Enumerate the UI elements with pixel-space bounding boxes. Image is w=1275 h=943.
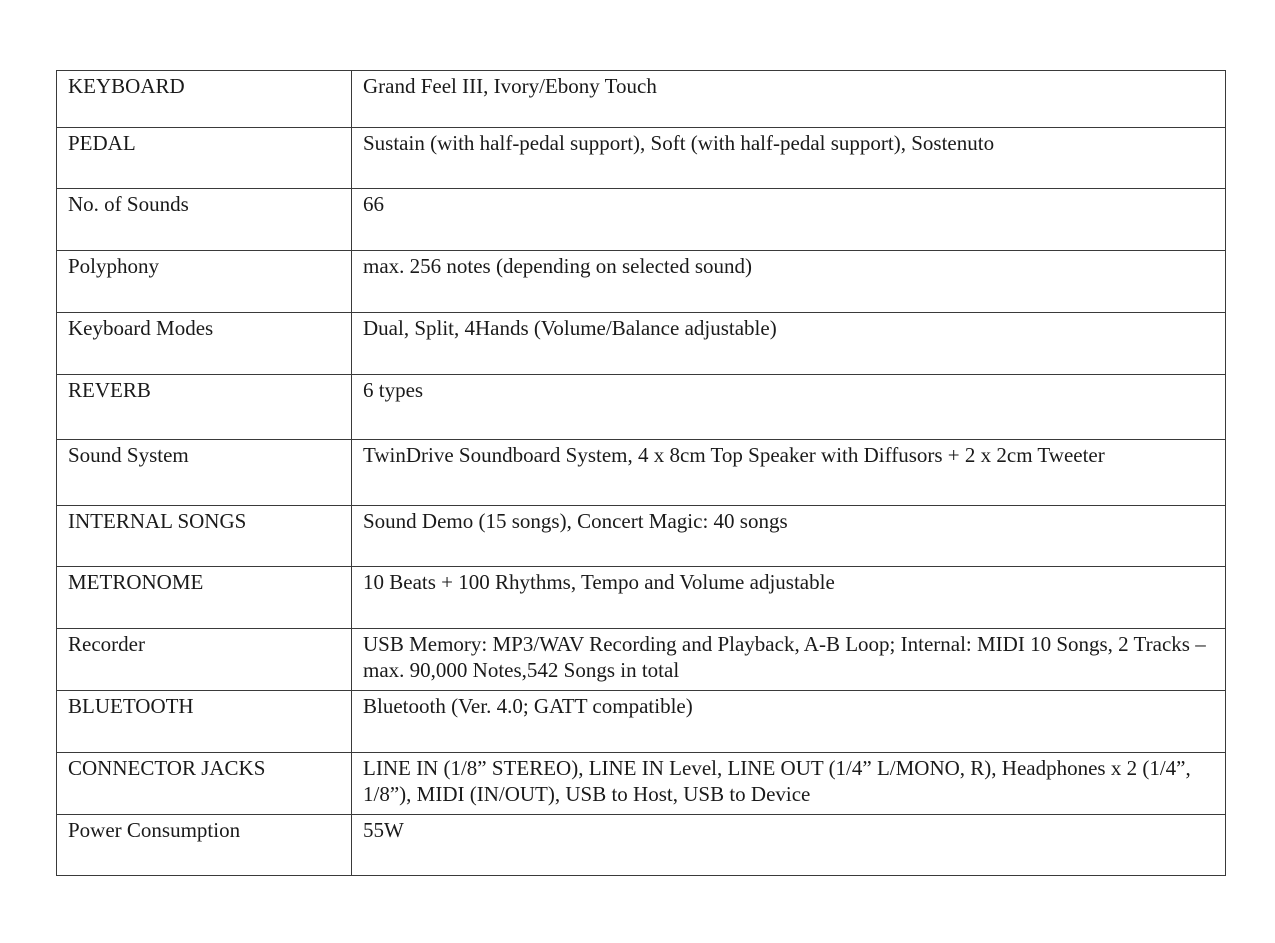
table-row xyxy=(57,440,1226,506)
spec-value: Grand Feel III, Ivory/Ebony Touch xyxy=(352,71,1226,128)
spec-value: TwinDrive Soundboard System, 4 x 8cm Top Speaker with Diffusors + 2 x 2cm Tweeter xyxy=(352,440,1226,506)
table-row xyxy=(57,691,1226,753)
spec-value: 10 Beats + 100 Rhythms, Tempo and Volume adjustable xyxy=(352,567,1226,629)
spec-value: Sound Demo (15 songs), Concert Magic: 40 songs xyxy=(352,506,1226,567)
spec-value: max. 256 notes (depending on selected sound) xyxy=(352,251,1226,313)
spec-table-body xyxy=(57,71,1226,876)
spec-label: Keyboard Modes xyxy=(57,313,352,375)
spec-value: 6 types xyxy=(352,375,1226,440)
spec-label: CONNECTOR JACKS xyxy=(57,753,352,815)
spec-value: Dual, Split, 4Hands (Volume/Balance adjustable) xyxy=(352,313,1226,375)
spec-label: REVERB xyxy=(57,375,352,440)
table-row xyxy=(57,128,1226,189)
spec-value: USB Memory: MP3/WAV Recording and Playback, A-B Loop; Internal: MIDI 10 Songs, 2 Tracks – max. 90,000 Notes,542 Songs in total xyxy=(352,629,1226,691)
table-row xyxy=(57,189,1226,251)
spec-label: Power Consumption xyxy=(57,815,352,876)
spec-label: INTERNAL SONGS xyxy=(57,506,352,567)
table-row xyxy=(57,313,1226,375)
spec-table xyxy=(56,70,1226,876)
spec-label: METRONOME xyxy=(57,567,352,629)
table-row xyxy=(57,506,1226,567)
spec-value: Bluetooth (Ver. 4.0; GATT compatible) xyxy=(352,691,1226,753)
spec-value: LINE IN (1/8” STEREO), LINE IN Level, LINE OUT (1/4” L/MONO, R), Headphones x 2 (1/4”, 1/8”), MIDI (IN/OUT), USB to Host, USB to Device xyxy=(352,753,1226,815)
spec-label: Recorder xyxy=(57,629,352,691)
spec-value: 55W xyxy=(352,815,1226,876)
spec-label: Sound System xyxy=(57,440,352,506)
table-row xyxy=(57,375,1226,440)
spec-label: Polyphony xyxy=(57,251,352,313)
table-row xyxy=(57,629,1226,691)
spec-label: BLUETOOTH xyxy=(57,691,352,753)
table-row xyxy=(57,71,1226,128)
spec-value: 66 xyxy=(352,189,1226,251)
spec-label: PEDAL xyxy=(57,128,352,189)
spec-label: No. of Sounds xyxy=(57,189,352,251)
table-row xyxy=(57,753,1226,815)
table-row xyxy=(57,815,1226,876)
table-row xyxy=(57,251,1226,313)
table-row xyxy=(57,567,1226,629)
spec-label: KEYBOARD xyxy=(57,71,352,128)
spec-value: Sustain (with half-pedal support), Soft (with half-pedal support), Sostenuto xyxy=(352,128,1226,189)
